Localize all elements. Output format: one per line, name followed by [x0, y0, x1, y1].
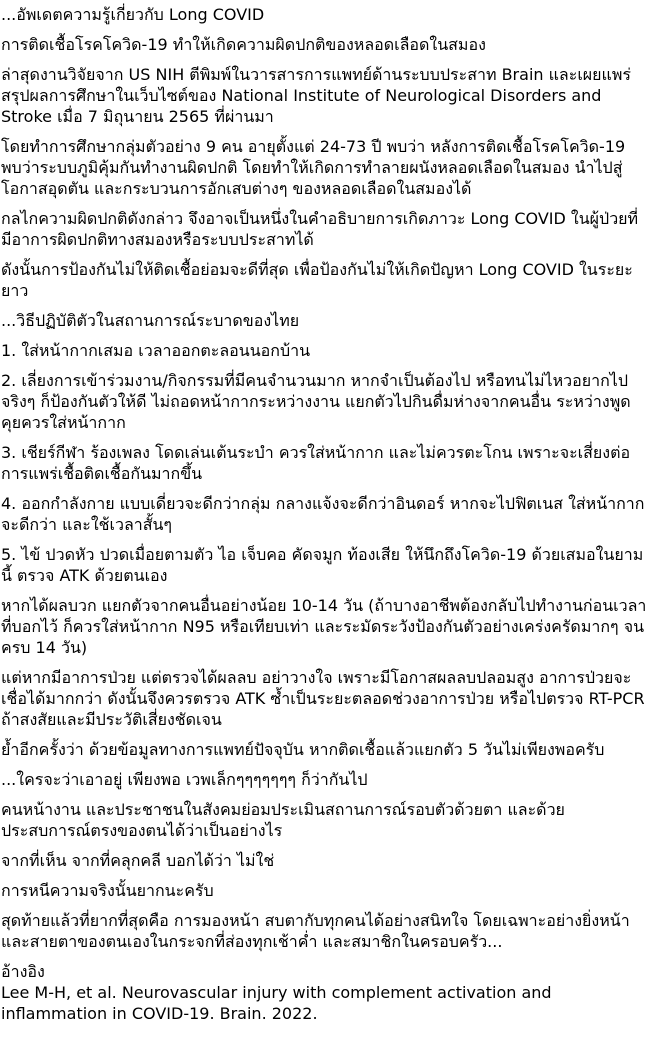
reference-heading: อ้างอิง	[1, 962, 45, 981]
paragraph: ย้ำอีกครั้งว่า ด้วยข้อมูลทางการแพทย์ปัจจุบัน หากติดเชื้อแล้วแยกตัว 5 วันไม่เพียงพอครับ	[1, 740, 605, 759]
paragraph: ...ใครจะว่าเอาอยู่ เพียงพอ เวพเล็กๆๆๆๆๆๆๆ ก็ว่ากันไป	[1, 770, 368, 789]
paragraph: ดังนั้นการป้องกันไม่ให้ติดเชื้อย่อมจะดีที่สุด เพื่อป้องกันไม่ให้เกิดปัญหา Long COVID ในระยะยาว	[1, 260, 633, 300]
paragraph: การติดเชื้อโรคโควิด-19 ทำให้เกิดความผิดปกติของหลอดเลือดในสมอง	[1, 35, 486, 54]
reference-citation: Lee M-H, et al. Neurovascular injury with complement activation and inflammation in COVID-19. Brain. 2022.	[1, 983, 552, 1023]
paragraph: คนหน้างาน และประชาชนในสังคมย่อมประเมินสถานการณ์รอบตัวด้วยตา และด้วยประสบการณ์ตรงของตนได้ว่าเป็นอย่างไร	[1, 800, 565, 840]
paragraph: กลไกความผิดปกติดังกล่าว จึงอาจเป็นหนึ่งในคำอธิบายการเกิดภาวะ Long COVID ในผู้ป่วยที่มีอาการผิดปกติทางสมองหรือระบบประสาทได้	[1, 209, 639, 249]
list-item: 4. ออกกำลังกาย แบบเดี่ยวจะดีกว่ากลุ่ม กลางแจ้งจะดีกว่าอินดอร์ หากจะไปฟิตเนส ใส่หน้ากากจะดีกว่า และใช้เวลาสั้นๆ	[1, 494, 645, 534]
paragraph: การหนีความจริงนั้นยากนะครับ	[1, 881, 214, 900]
intro-heading: ...อัพเดตความรู้เกี่ยวกับ Long COVID	[1, 5, 265, 24]
paragraph: โดยทำการศึกษากลุ่มตัวอย่าง 9 คน อายุตั้งแต่ 24-73 ปี พบว่า หลังการติดเชื้อโรคโควิด-19 พบว่าระบบภูมิคุ้มกันทำงานผิดปกติ โดยทำให้เกิดการทำลายผนังหลอดเลือดในสมอง นำไปสู่โอกาสอุดตัน และกระบวนการอักเสบต่างๆ ของหลอดเลือดในสมองได้	[1, 137, 626, 198]
paragraph: ล่าสุดงานวิจัยจาก US NIH ตีพิมพ์ในวารสารการแพทย์ด้านระบบประสาท Brain และเผยแพร่สรุปผลการศึกษาในเว็บไซต์ของ National Institute of Neurological Disorders and Stroke เมื่อ 7 มิถุนายน 2565 ที่ผ่านมา	[1, 65, 631, 126]
paragraph: จากที่เห็น จากที่คลุกคลี บอกได้ว่า ไม่ใช่	[1, 851, 275, 870]
paragraph: หากได้ผลบวก แยกตัวจากคนอื่นอย่างน้อย 10-14 วัน (ถ้าบางอาชีพต้องกลับไปทำงานก่อนเวลาที่บอกไว้ ก็ควรใส่หน้ากาก N95 หรือเทียบเท่า และระมัดระวังป้องกันตัวอย่างเคร่งครัดมากๆ จนครบ 14 วัน)	[1, 596, 647, 657]
list-item: 1. ใส่หน้ากากเสมอ เวลาออกตะลอนนอกบ้าน	[1, 341, 311, 360]
paragraph: แต่หากมีอาการป่วย แต่ตรวจได้ผลลบ อย่าวางใจ เพราะมีโอกาสผลลบปลอมสูง อาการป่วยจะเชื่อได้มากกว่า ดังนั้นจึงควรตรวจ ATK ซ้ำเป็นระยะตลอดช่วงอาการป่วย หรือไปตรวจ RT-PCR ถ้าสงสัยและมีประวัติเสี่ยงชัดเจน	[1, 668, 645, 729]
list-item: 3. เชียร์กีฬา ร้องเพลง โดดเล่นเต้นระบำ ควรใส่หน้ากาก และไม่ควรตะโกน เพราะจะเสี่ยงต่อการแพร่เชื้อติดเชื้อกันมากขึ้น	[1, 443, 631, 483]
section-heading: ...วิธีปฏิบัติตัวในสถานการณ์ระบาดของไทย	[1, 311, 300, 330]
paragraph: สุดท้ายแล้วที่ยากที่สุดคือ การมองหน้า สบตากับทุกคนได้อย่างสนิทใจ โดยเฉพาะอย่างยิ่งหน้าและสายตาของตนเองในกระจกที่ส่องทุกเช้าค่ำ และสมาชิกในครอบครัว...	[1, 911, 630, 951]
list-item: 5. ไข้ ปวดหัว ปวดเมื่อยตามตัว ไอ เจ็บคอ คัดจมูก ท้องเสีย ให้นึกถึงโควิด-19 ด้วยเสมอในยามนี้ ตรวจ ATK ด้วยตนเอง	[1, 545, 644, 585]
list-item: 2. เลี่ยงการเข้าร่วมงาน/กิจกรรมที่มีคนจำนวนมาก หากจำเป็นต้องไป หรือทนไม่ไหวอยากไปจริงๆ ก็ป้องกันตัวให้ดี ไม่ถอดหน้ากากระหว่างงาน แยกตัวไปกินดื่มห่างจากคนอื่น ระหว่างพูดคุยควรใส่หน้ากาก	[1, 371, 631, 432]
